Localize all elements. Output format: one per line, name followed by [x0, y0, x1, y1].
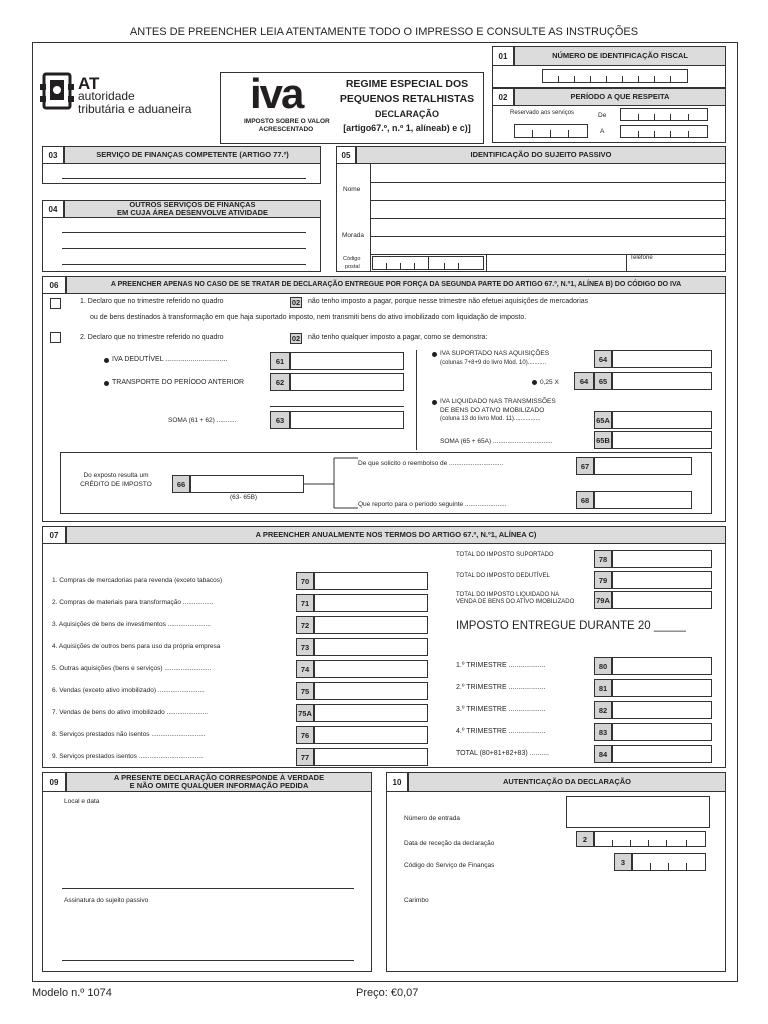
field-65[interactable]	[612, 372, 712, 390]
code-65: 65	[594, 372, 612, 390]
quarter-label: 4.º TRIMESTRE ...................	[456, 728, 546, 735]
place-date-line[interactable]	[62, 888, 354, 889]
quarter-code: 83	[594, 723, 612, 741]
logo-line1: autoridade	[78, 89, 135, 103]
regime-line3: DECLARAÇÃO	[375, 109, 439, 119]
code-61: 61	[270, 352, 290, 370]
field-63[interactable]	[290, 411, 404, 429]
annual-item-label: 7. Vendas de bens do ativo imobilizado .......................	[52, 709, 209, 716]
code-78: 78	[594, 550, 612, 568]
annual-item-code: 70	[296, 572, 314, 590]
stamp-label: Carimbo	[404, 897, 429, 904]
entry-number-input[interactable]	[566, 796, 710, 828]
section-05-number: 05	[336, 146, 356, 164]
regime-line1: REGIME ESPECIAL DOS	[345, 78, 469, 90]
quarter-input[interactable]	[612, 745, 712, 763]
annual-item-code: 71	[296, 594, 314, 612]
logo-line2: tributária e aduaneira	[78, 102, 192, 116]
quarter-code: 84	[594, 745, 612, 763]
office-code: 3	[614, 853, 632, 871]
section-10-number: 10	[386, 772, 408, 792]
code-65b: 65B	[594, 431, 612, 449]
reception-date-label: Data de receção da declaração	[404, 840, 495, 847]
annual-item-input[interactable]	[314, 594, 428, 612]
decl2-text-a: 2. Declaro que no trimestre referido no quadro	[80, 334, 224, 341]
section-07-title: A PREENCHER ANUALMENTE NOS TERMOS DO ARTIGO 67.º, N.º1, ALÍNEA C)	[66, 526, 726, 544]
quarter-input[interactable]	[612, 723, 712, 741]
field-79a[interactable]	[612, 591, 712, 609]
nif-input[interactable]	[542, 69, 688, 83]
entry-number-label: Número de entrada	[404, 815, 461, 822]
other-office-line-1[interactable]	[62, 232, 306, 233]
quarter-label: 2.º TRIMESTRE ...................	[456, 684, 546, 691]
price: Preço: €0,07	[356, 987, 419, 999]
section-01-number: 01	[492, 46, 514, 66]
declaration-2-checkbox[interactable]	[50, 332, 61, 343]
office-code-label: Código do Serviço de Finanças	[404, 862, 495, 869]
field-65b[interactable]	[612, 431, 712, 449]
section-04-title2: EM CUJA ÁREA DESENVOLVE ATIVIDADE	[117, 208, 268, 217]
tax-office-line[interactable]	[62, 178, 306, 179]
reserved-label: Reservado aos serviços	[510, 110, 575, 116]
field-66[interactable]	[190, 475, 304, 493]
decl2-ref: 02	[291, 334, 301, 343]
credit-bracket	[304, 456, 364, 510]
quarter-label: 3.º TRIMESTRE ...................	[456, 706, 546, 713]
section-04-title	[64, 200, 321, 218]
period-from-input[interactable]	[620, 108, 708, 121]
code-64: 64	[594, 350, 612, 368]
total-deductible-label: TOTAL DO IMPOSTO DEDUTÍVEL	[456, 573, 550, 579]
address-label: Morada	[342, 232, 365, 239]
code-62: 62	[270, 373, 290, 391]
period-from-label: De	[598, 112, 607, 119]
annual-item-input[interactable]	[314, 616, 428, 634]
quarter-input[interactable]	[612, 679, 712, 697]
section-09-number: 09	[42, 772, 66, 792]
iva-liquidated-label2: DE BENS DO ATIVO IMOBILIZADO	[440, 407, 545, 414]
section-01-title: NÚMERO DE IDENTIFICAÇÃO FISCAL	[514, 46, 726, 66]
quarter-code: 82	[594, 701, 612, 719]
section-06-number: 06	[42, 276, 66, 294]
section-09-title2: E NÃO OMITE QUALQUER INFORMAÇÃO PEDIDA	[129, 781, 309, 790]
name-input[interactable]	[371, 165, 725, 199]
annual-item-code: 74	[296, 660, 314, 678]
field-61[interactable]	[290, 352, 404, 370]
signature-line[interactable]	[62, 960, 354, 961]
iva-glyph: iva	[250, 70, 303, 117]
model-number: Modelo n.º 1074	[32, 987, 112, 999]
code-79a: 79A	[594, 591, 612, 609]
section-04-number: 04	[42, 200, 64, 218]
decl1-ref: 02	[291, 298, 301, 307]
postal-label1: Código	[343, 256, 361, 262]
section-10-title: AUTENTICAÇÃO DA DECLARAÇÃO	[408, 772, 726, 792]
annual-item-label: 2. Compras de materiais para transformação .................	[52, 599, 214, 606]
annual-item-input[interactable]	[314, 748, 428, 766]
iva-supported-label2: (colunas 7+8+9 do livro Mod. 10)...........	[440, 360, 547, 366]
annual-item-label: 6. Vendas (exceto ativo imobilizado) ..........................	[52, 687, 205, 694]
total-liquidated-label1: TOTAL DO IMPOSTO LIQUIDADO NA	[456, 592, 560, 598]
phone-label: Telefone	[630, 255, 653, 261]
field-65a[interactable]	[612, 411, 712, 429]
quarter-label: 1.º TRIMESTRE ...................	[456, 662, 546, 669]
transport-label: TRANSPORTE DO PERÍODO ANTERIOR	[112, 379, 245, 386]
annual-item-code: 75A	[296, 704, 314, 722]
tax-delivered-title: IMPOSTO ENTREGUE DURANTE 20 _____	[456, 620, 686, 632]
section-06-title: A PREENCHER APENAS NO CASO DE SE TRATAR DE DECLARAÇÃO ENTREGUE POR FORÇA DA SEGUNDA PARTE DO ARTIGO 67.º, N.º1, ALÍNEA B) DO CÓDIGO DO IVA	[66, 276, 726, 294]
postal-label2: postal	[345, 264, 360, 270]
section-09-title1: A PRESENTE DECLARAÇÃO CORRESPONDE À VERDADE	[113, 773, 325, 782]
signature-label: Assinatura do sujeito passivo	[64, 897, 149, 904]
field-64[interactable]	[612, 350, 712, 368]
section-07-number: 07	[42, 526, 66, 544]
other-office-line-3[interactable]	[62, 264, 306, 265]
rate-label: 0,25 X	[540, 379, 559, 386]
annual-item-input[interactable]	[314, 660, 428, 678]
field-67[interactable]	[594, 457, 692, 475]
field-78[interactable]	[612, 550, 712, 568]
iva-liquidated-label1: IVA LIQUIDADO NAS TRANSMISSÕES	[440, 398, 556, 405]
iva-deductible-label: IVA DEDUTÍVEL ................................	[112, 356, 228, 363]
code-68: 68	[576, 491, 594, 509]
credit-label1: Do exposto resulta um	[83, 472, 149, 479]
annual-item-input[interactable]	[314, 704, 428, 722]
carry-label: Que reporto para o período seguinte .......................	[358, 501, 507, 508]
code-64b: 64	[574, 372, 594, 390]
code-67: 67	[576, 457, 594, 475]
place-date-label: Local e data	[64, 798, 100, 805]
total-liquidated-label2: VENDA DE BENS DO ATIVO IMOBILIZADO	[456, 599, 575, 605]
section-02-number: 02	[492, 88, 514, 106]
section-03-number: 03	[42, 146, 64, 164]
name-label: Nome	[343, 186, 361, 193]
quarter-code: 80	[594, 657, 612, 675]
iva-supported-label1: IVA SUPORTADO NAS AQUISIÇÕES	[440, 350, 550, 357]
other-office-line-2[interactable]	[62, 248, 306, 249]
annual-item-label: 3. Aquisições de bens de investimentos ........................	[52, 621, 211, 628]
quarter-input[interactable]	[612, 657, 712, 675]
annual-item-input[interactable]	[314, 682, 428, 700]
refund-label: De que solicito o reembolso de ..............................	[358, 460, 504, 467]
section-04-title1: OUTROS SERVIÇOS DE FINANÇAS	[129, 200, 256, 209]
top-notice: ANTES DE PREENCHER LEIA ATENTAMENTE TODO O IMPRESSO E CONSULTE AS INSTRUÇÕES	[129, 26, 639, 38]
period-to-label: A	[600, 128, 605, 135]
credit-formula: (63- 65B)	[230, 494, 258, 501]
field-79[interactable]	[612, 571, 712, 589]
code-63: 63	[270, 411, 290, 429]
section-03-title: SERVIÇO DE FINANÇAS COMPETENTE (ARTIGO 77.º)	[64, 146, 321, 164]
regime-line2: PEQUENOS RETALHISTAS	[339, 93, 475, 105]
total-supported-label: TOTAL DO IMPOSTO SUPORTADO	[456, 552, 554, 558]
date-code: 2	[576, 831, 594, 847]
section-02-title: PERÍODO A QUE RESPEITA	[514, 88, 726, 106]
iva-caption2: ACRESCENTADO	[258, 126, 314, 133]
section-05-title: IDENTIFICAÇÃO DO SUJEITO PASSIVO	[356, 146, 726, 164]
decl1-text-c: ou de bens destinados à transformação em que haja suportado imposto, nem transmiti bens do ativo imobilizado com liquidação de imposto.	[90, 314, 527, 321]
quarter-label: TOTAL (80+81+82+83) ..........	[456, 750, 550, 757]
period-to-input[interactable]	[620, 125, 708, 138]
decl1-text-a: 1. Declaro que no trimestre referido no quadro	[80, 298, 224, 305]
annual-item-code: 72	[296, 616, 314, 634]
sum-b-label: SOMA (65 + 65A) .................................	[440, 438, 553, 445]
declaration-1-checkbox[interactable]	[50, 298, 61, 309]
iva-liquidated-label3: (coluna 13 do livro Mod. 11)................	[440, 416, 541, 422]
quarter-input[interactable]	[612, 701, 712, 719]
annual-item-input[interactable]	[314, 572, 428, 590]
address-input[interactable]	[371, 201, 725, 253]
decl2-text-b: não tenho qualquer imposto a pagar, como se demonstra:	[308, 334, 488, 341]
annual-item-code: 76	[296, 726, 314, 744]
regime-line4: [artigo67.º, n.º 1, alíneab) e c)]	[343, 123, 471, 133]
coat-of-arms-icon	[40, 70, 76, 116]
decl1-text-b: não tenho imposto a pagar, porque nesse trimestre não efetuei aquisições de mercadorias	[308, 298, 589, 305]
annual-item-label: 1. Compras de mercadorias para revenda (exceto tabacos)	[52, 577, 223, 584]
at-logo	[40, 70, 210, 120]
section-09-title	[66, 772, 372, 792]
code-79: 79	[594, 571, 612, 589]
annual-item-input[interactable]	[314, 726, 428, 744]
annual-item-label: 8. Serviços prestados não isentos ..............................	[52, 731, 206, 738]
annual-item-input[interactable]	[314, 638, 428, 656]
annual-item-code: 75	[296, 682, 314, 700]
phone-input[interactable]	[627, 262, 725, 271]
locality-input[interactable]	[487, 256, 625, 271]
annual-item-label: 5. Outras aquisições (bens e serviços) ..........................	[52, 665, 212, 672]
sum-a-label: SOMA (61 + 62) ...........	[168, 417, 237, 424]
annual-item-code: 73	[296, 638, 314, 656]
iva-caption1: IMPOSTO SOBRE O VALOR	[244, 118, 330, 125]
annual-item-code: 77	[296, 748, 314, 766]
annual-item-label: 4. Aquisições de outros bens para uso da própria empresa	[52, 643, 221, 650]
code-65a: 65A	[594, 411, 612, 429]
credit-label2: CRÉDITO DE IMPOSTO	[80, 481, 152, 488]
office-code-input[interactable]	[632, 853, 706, 871]
field-68[interactable]	[594, 491, 692, 509]
logo-mark: AT	[78, 74, 100, 93]
annual-item-label: 9. Serviços prestados isentos ....................................	[52, 753, 204, 760]
quarter-code: 81	[594, 679, 612, 697]
reserved-field[interactable]	[514, 124, 588, 138]
code-66: 66	[172, 475, 190, 493]
reception-date-input[interactable]	[594, 831, 706, 847]
field-62[interactable]	[290, 373, 404, 391]
